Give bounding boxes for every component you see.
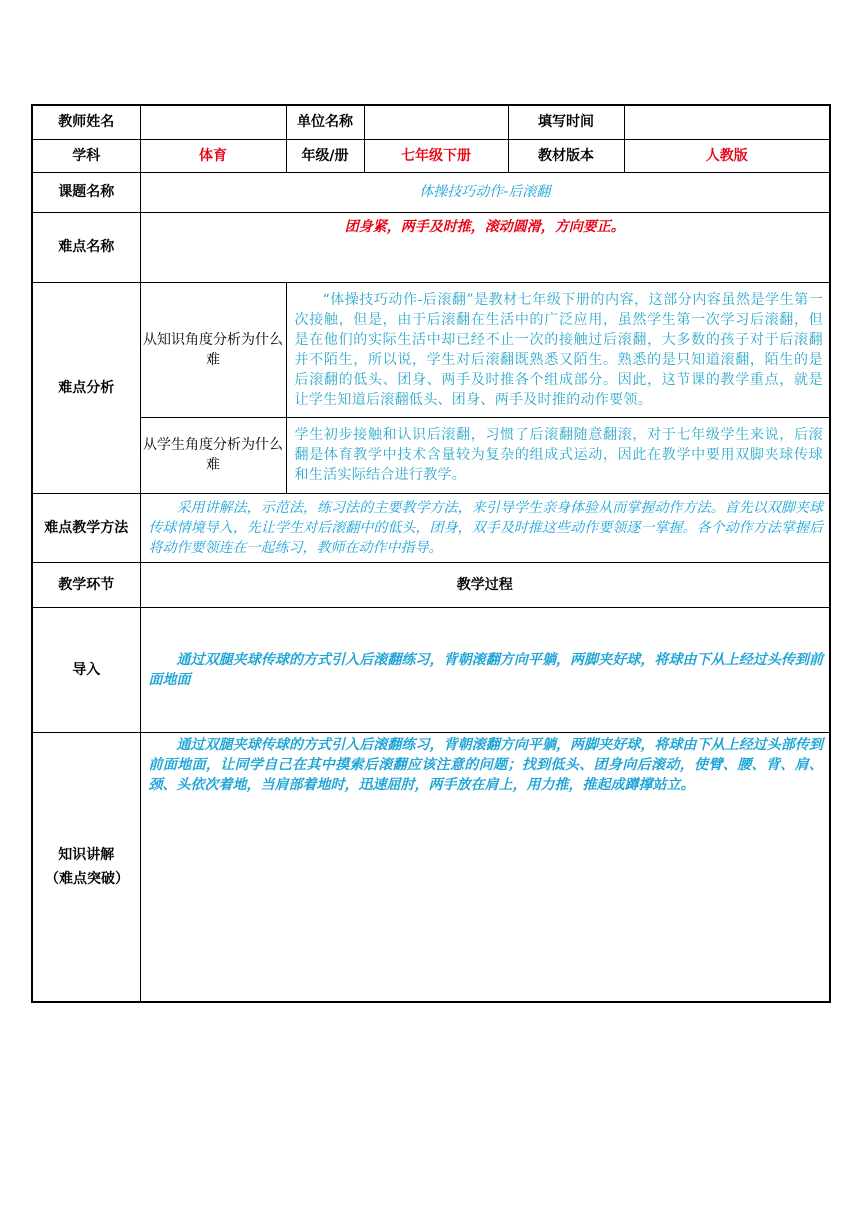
analysis-label: 难点分析	[32, 282, 140, 493]
knowledge-label: 知识讲解（难点突破）	[32, 732, 140, 1002]
grade-value: 七年级下册	[364, 139, 508, 172]
teacher-label: 教师姓名	[32, 105, 140, 139]
intro-text: 通过双腿夹球传球的方式引入后滚翻练习，背朝滚翻方向平躺，两脚夹好球，将球由下从上经过头传到前面地面	[140, 607, 830, 732]
method-text: 采用讲解法，示范法，练习法的主要教学方法，来引导学生亲身体验从而掌握动作方法。首先以双脚夹球传球情境导入，先让学生对后滚翻中的低头，团身，双手及时推这些动作要领逐一掌握。各个动作方法掌握后将动作要领连在一起练习，教师在动作中指导。	[140, 493, 830, 562]
topic-value: 体操技巧动作-后滚翻	[140, 172, 830, 212]
row-header-1	[32, 105, 830, 139]
row-method	[32, 493, 830, 562]
edition-label: 教材版本	[508, 139, 624, 172]
topic-label: 课题名称	[32, 172, 140, 212]
row-analysis-student	[32, 417, 830, 493]
process-label: 教学过程	[140, 562, 830, 607]
date-field[interactable]	[624, 105, 830, 139]
row-difficulty	[32, 212, 830, 282]
unit-field[interactable]	[364, 105, 508, 139]
grade-label: 年级/册	[286, 139, 364, 172]
row-topic	[32, 172, 830, 212]
method-label: 难点教学方法	[32, 493, 140, 562]
subject-value: 体育	[140, 139, 286, 172]
difficulty-value: 团身紧，两手及时推，滚动圆滑，方向要正。	[140, 212, 830, 282]
row-intro	[32, 607, 830, 732]
row-knowledge	[32, 732, 830, 1002]
lesson-plan-table	[31, 104, 831, 1003]
knowledge-angle-text: “体操技巧动作-后滚翻”是教材七年级下册的内容，这部分内容虽然是学生第一次接触，但是，由于后滚翻在生活中的广泛应用，虽然学生第一次学习后滚翻，但是在他们的实际生活中却已经不止一次的接触过后滚翻，大多数的孩子对于后滚翻并不陌生，所以说，学生对后滚翻既熟悉又陌生。熟悉的是只知道滚翻，陌生的是后滚翻的低头、团身、两手及时推各个组成部分。因此，这节课的教学重点，就是让学生知道后滚翻低头、团身、两手及时推的动作要领。	[286, 282, 830, 417]
knowledge-text: 通过双腿夹球传球的方式引入后滚翻练习，背朝滚翻方向平躺，两脚夹好球，将球由下从上经过头部传到前面地面，让同学自己在其中摸索后滚翻应该注意的问题；找到低头、团身向后滚动，使臂、腰、背、肩、颈、头依次着地，当肩部着地时，迅速屈肘，两手放在肩上，用力推，推起成蹲撑站立。	[140, 732, 830, 1002]
date-label: 填写时间	[508, 105, 624, 139]
teacher-field[interactable]	[140, 105, 286, 139]
intro-label: 导入	[32, 607, 140, 732]
knowledge-angle-label: 从知识角度分析为什么难	[140, 282, 286, 417]
unit-label: 单位名称	[286, 105, 364, 139]
difficulty-label: 难点名称	[32, 212, 140, 282]
stage-label: 教学环节	[32, 562, 140, 607]
row-header-2	[32, 139, 830, 172]
subject-label: 学科	[32, 139, 140, 172]
row-analysis-knowledge	[32, 282, 830, 417]
row-process-header	[32, 562, 830, 607]
student-angle-text: 学生初步接触和认识后滚翻，习惯了后滚翻随意翻滚，对于七年级学生来说，后滚翻是体育教学中技术含量较为复杂的组成式运动，因此在教学中要用双脚夹球传球和生活实际结合进行教学。	[286, 417, 830, 493]
student-angle-label: 从学生角度分析为什么难	[140, 417, 286, 493]
edition-value: 人教版	[624, 139, 830, 172]
